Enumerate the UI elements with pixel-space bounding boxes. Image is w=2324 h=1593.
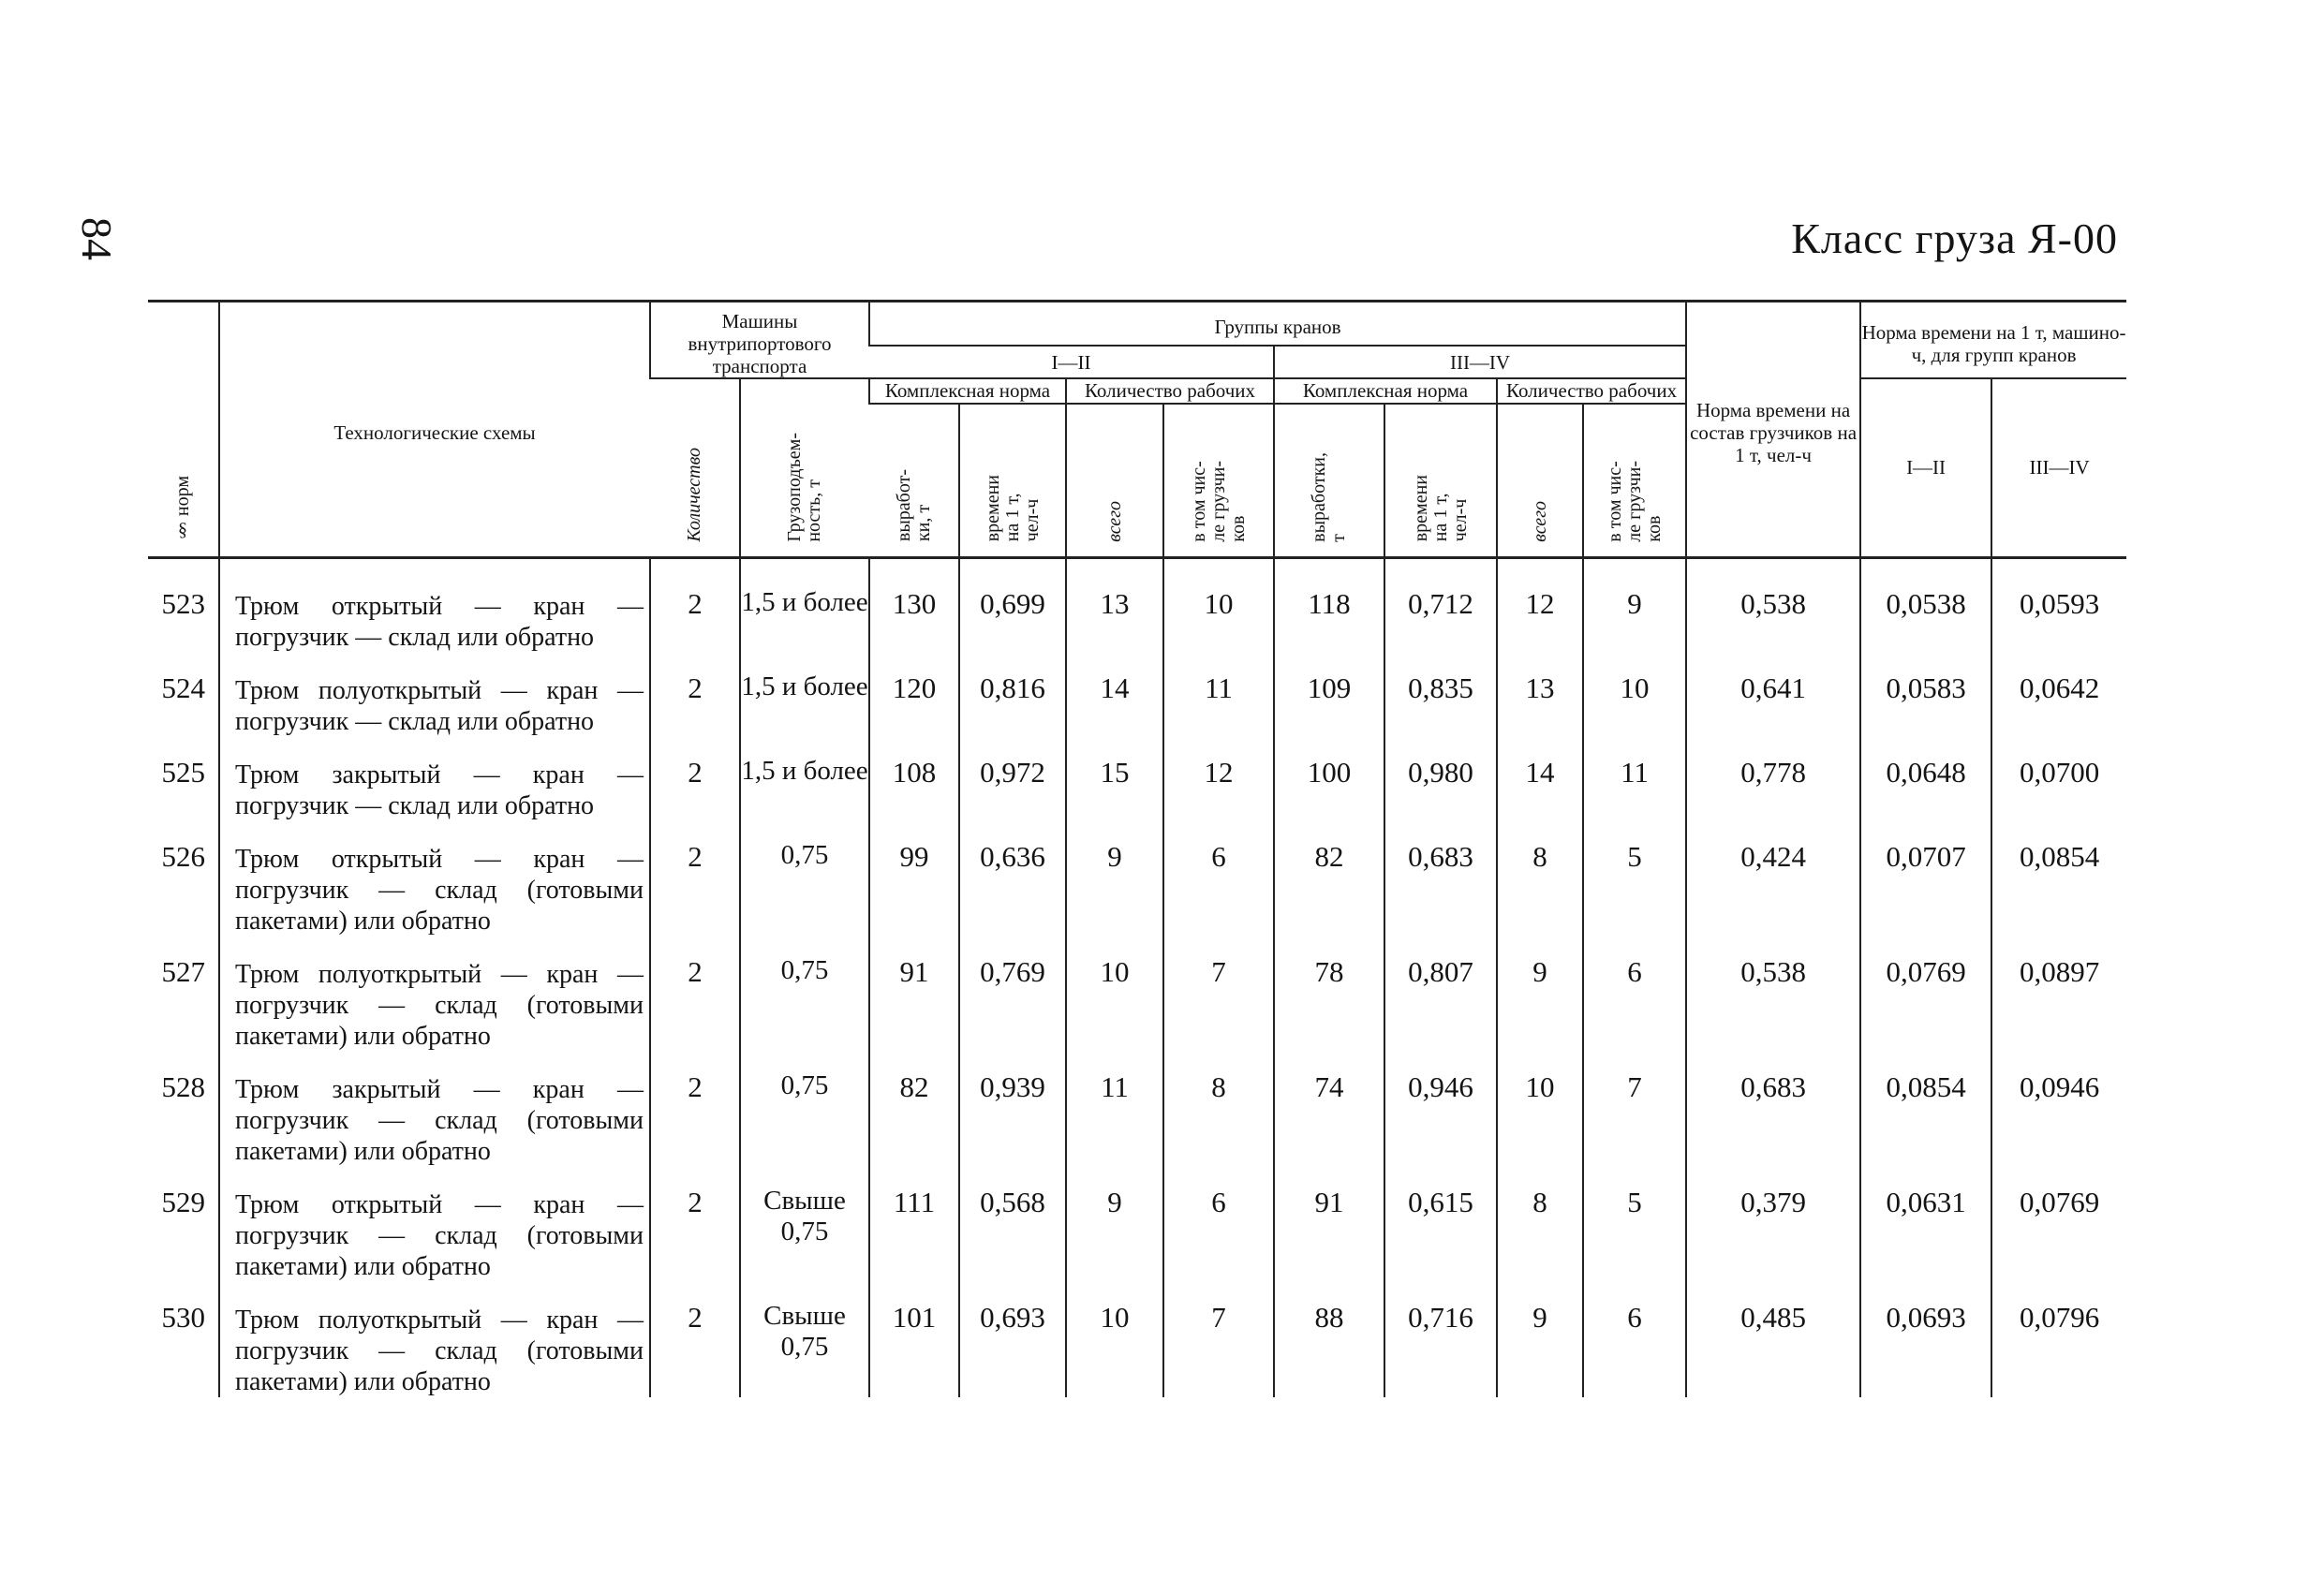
machine-time-3-4: 0,0769	[1991, 1167, 2126, 1282]
time-1-2: 0,939	[959, 1052, 1066, 1167]
loaders-time-norm: 0,683	[1686, 1052, 1860, 1167]
header-output-3-4: выработки, т	[1274, 404, 1384, 558]
time-1-2: 0,972	[959, 737, 1066, 821]
output-1-2: 101	[869, 1282, 959, 1397]
machine-time-1-2: 0,0693	[1860, 1282, 1991, 1397]
time-3-4: 0,712	[1384, 557, 1497, 653]
machine-count: 2	[650, 937, 740, 1052]
machine-time-1-2: 0,0769	[1860, 937, 1991, 1052]
machine-count: 2	[650, 821, 740, 937]
loaders-1-2: 12	[1163, 737, 1274, 821]
loaders-3-4: 9	[1583, 557, 1686, 653]
scheme-text: Трюм полуоткрытый — кран — погрузчик — склад (готовыми пакетами) или обратно	[219, 937, 650, 1052]
machine-capacity: 0,75	[740, 937, 869, 1052]
norm-number: 528	[161, 1069, 205, 1103]
norm-number: 523	[161, 586, 205, 620]
norm-number: 525	[161, 755, 205, 789]
table-row	[148, 1282, 2126, 1397]
scheme-text: Трюм полуоткрытый — кран — погрузчик — склад (готовыми пакетами) или обратно	[219, 1282, 650, 1397]
cargo-class-title: Класс груза Я-00	[1791, 214, 2118, 262]
header-loaders-time-norm: Норма времени на состав грузчиков на 1 т, чел-ч	[1686, 302, 1860, 558]
scheme-text: Трюм закрытый — кран — погрузчик — склад или обратно	[219, 737, 650, 821]
loaders-time-norm: 0,485	[1686, 1282, 1860, 1397]
workers-total-3-4: 8	[1497, 821, 1583, 937]
workers-total-1-2: 10	[1066, 937, 1163, 1052]
table-row	[148, 737, 2126, 821]
header-mt-1-2: I—II	[1860, 378, 1991, 557]
output-1-2: 108	[869, 737, 959, 821]
loaders-3-4: 5	[1583, 1167, 1686, 1282]
machine-time-1-2: 0,0648	[1860, 737, 1991, 821]
output-3-4: 118	[1274, 557, 1384, 653]
table-row	[148, 937, 2126, 1052]
loaders-1-2: 7	[1163, 937, 1274, 1052]
output-3-4: 109	[1274, 653, 1384, 737]
workers-total-3-4: 9	[1497, 1282, 1583, 1397]
scheme-text: Трюм полуоткрытый — кран — погрузчик — склад или обратно	[219, 653, 650, 737]
loaders-time-norm: 0,641	[1686, 653, 1860, 737]
workers-total-1-2: 9	[1066, 821, 1163, 937]
machine-time-1-2: 0,0631	[1860, 1167, 1991, 1282]
loaders-time-norm: 0,778	[1686, 737, 1860, 821]
header-machine-time-norm: Норма времени на 1 т, машино-ч, для групп кранов	[1860, 302, 2126, 379]
output-1-2: 91	[869, 937, 959, 1052]
workers-total-1-2: 10	[1066, 1282, 1163, 1397]
workers-total-1-2: 9	[1066, 1167, 1163, 1282]
time-3-4: 0,980	[1384, 737, 1497, 821]
time-3-4: 0,615	[1384, 1167, 1497, 1282]
time-3-4: 0,807	[1384, 937, 1497, 1052]
time-3-4: 0,683	[1384, 821, 1497, 937]
output-1-2: 82	[869, 1052, 959, 1167]
header-norm-no: § норм	[172, 476, 193, 542]
workers-total-3-4: 9	[1497, 937, 1583, 1052]
norms-table	[148, 300, 2126, 1397]
loaders-1-2: 6	[1163, 1167, 1274, 1282]
machine-capacity: 1,5 и более	[740, 653, 869, 737]
workers-total-1-2: 11	[1066, 1052, 1163, 1167]
loaders-3-4: 11	[1583, 737, 1686, 821]
loaders-3-4: 7	[1583, 1052, 1686, 1167]
header-machines: Машины внутрипортового транспорта	[650, 302, 869, 379]
output-3-4: 88	[1274, 1282, 1384, 1397]
time-1-2: 0,699	[959, 557, 1066, 653]
header-machines-count: Количество	[684, 447, 704, 542]
loaders-1-2: 7	[1163, 1282, 1274, 1397]
loaders-time-norm: 0,379	[1686, 1167, 1860, 1282]
page-number: 84	[73, 217, 121, 260]
time-1-2: 0,769	[959, 937, 1066, 1052]
table-row	[148, 821, 2126, 937]
header-total-1-2: всего	[1066, 404, 1163, 558]
machine-time-3-4: 0,0854	[1991, 821, 2126, 937]
output-1-2: 111	[869, 1167, 959, 1282]
workers-total-1-2: 15	[1066, 737, 1163, 821]
machine-time-3-4: 0,0946	[1991, 1052, 2126, 1167]
scheme-text: Трюм закрытый — кран — погрузчик — склад (готовыми пакетами) или обратно	[219, 1052, 650, 1167]
header-workers-1-2: Количество рабочих	[1066, 378, 1274, 403]
header-machines-capacity: Грузоподъем- ность, т	[740, 378, 869, 557]
workers-total-3-4: 13	[1497, 653, 1583, 737]
workers-total-3-4: 14	[1497, 737, 1583, 821]
header-group-1-2: I—II	[869, 346, 1274, 379]
machine-capacity: 0,75	[740, 821, 869, 937]
header-complex-norm-3-4: Комплексная норма	[1274, 378, 1497, 403]
header-complex-norm-1-2: Комплексная норма	[869, 378, 1066, 403]
loaders-time-norm: 0,538	[1686, 937, 1860, 1052]
machine-time-1-2: 0,0707	[1860, 821, 1991, 937]
header-output-1-2: выработ- ки, т	[893, 469, 934, 542]
norm-number: 530	[161, 1301, 205, 1335]
loaders-1-2: 10	[1163, 557, 1274, 653]
machine-time-1-2: 0,0854	[1860, 1052, 1991, 1167]
workers-total-3-4: 8	[1497, 1167, 1583, 1282]
header-time-1-2: времени на 1 т, чел-ч	[959, 404, 1066, 558]
loaders-time-norm: 0,424	[1686, 821, 1860, 937]
machine-capacity: 1,5 и более	[740, 557, 869, 653]
table-row	[148, 653, 2126, 737]
machine-time-1-2: 0,0583	[1860, 653, 1991, 737]
output-1-2: 130	[869, 557, 959, 653]
norm-number: 526	[161, 839, 205, 873]
header-schemes: Технологические схемы	[219, 302, 650, 558]
header-total-3-4: всего	[1497, 404, 1583, 558]
output-1-2: 99	[869, 821, 959, 937]
machine-time-1-2: 0,0538	[1860, 557, 1991, 653]
header-crane-groups: Группы кранов	[869, 302, 1686, 346]
time-1-2: 0,693	[959, 1282, 1066, 1397]
workers-total-3-4: 10	[1497, 1052, 1583, 1167]
output-3-4: 78	[1274, 937, 1384, 1052]
time-1-2: 0,636	[959, 821, 1066, 937]
loaders-3-4: 6	[1583, 1282, 1686, 1397]
output-3-4: 91	[1274, 1167, 1384, 1282]
workers-total-1-2: 14	[1066, 653, 1163, 737]
machine-time-3-4: 0,0593	[1991, 557, 2126, 653]
output-3-4: 74	[1274, 1052, 1384, 1167]
machine-capacity: Свыше 0,75	[740, 1167, 869, 1282]
output-1-2: 120	[869, 653, 959, 737]
time-3-4: 0,946	[1384, 1052, 1497, 1167]
machine-time-3-4: 0,0642	[1991, 653, 2126, 737]
workers-total-3-4: 12	[1497, 557, 1583, 653]
norm-number: 527	[161, 954, 205, 988]
loaders-1-2: 11	[1163, 653, 1274, 737]
machine-count: 2	[650, 737, 740, 821]
header-group-3-4: III—IV	[1274, 346, 1686, 379]
scheme-text: Трюм открытый — кран — погрузчик — склад (готовыми пакетами) или обратно	[219, 821, 650, 937]
machine-count: 2	[650, 557, 740, 653]
machine-capacity: 1,5 и более	[740, 737, 869, 821]
time-3-4: 0,835	[1384, 653, 1497, 737]
machine-count: 2	[650, 1052, 740, 1167]
time-3-4: 0,716	[1384, 1282, 1497, 1397]
table-row	[148, 1052, 2126, 1167]
output-3-4: 100	[1274, 737, 1384, 821]
machine-capacity: 0,75	[740, 1052, 869, 1167]
machine-time-3-4: 0,0796	[1991, 1282, 2126, 1397]
time-1-2: 0,568	[959, 1167, 1066, 1282]
table-body	[148, 557, 2126, 1397]
workers-total-1-2: 13	[1066, 557, 1163, 653]
header-loaders-1-2: в том чис- ле грузчи- ков	[1163, 404, 1274, 558]
machine-time-3-4: 0,0700	[1991, 737, 2126, 821]
header-loaders-3-4: в том чис- ле грузчи- ков	[1583, 404, 1686, 558]
loaders-3-4: 5	[1583, 821, 1686, 937]
machine-count: 2	[650, 1282, 740, 1397]
loaders-1-2: 8	[1163, 1052, 1274, 1167]
table-row	[148, 1167, 2126, 1282]
scheme-text: Трюм открытый — кран — погрузчик — склад (готовыми пакетами) или обратно	[219, 1167, 650, 1282]
loaders-time-norm: 0,538	[1686, 557, 1860, 653]
loaders-3-4: 6	[1583, 937, 1686, 1052]
norm-number: 524	[161, 671, 205, 704]
time-1-2: 0,816	[959, 653, 1066, 737]
header-time-3-4: времени на 1 т, чел-ч	[1384, 404, 1497, 558]
loaders-3-4: 10	[1583, 653, 1686, 737]
header-workers-3-4: Количество рабочих	[1497, 378, 1686, 403]
scheme-text: Трюм открытый — кран — погрузчик — склад или обратно	[219, 557, 650, 653]
machine-count: 2	[650, 1167, 740, 1282]
loaders-1-2: 6	[1163, 821, 1274, 937]
table-row	[148, 557, 2126, 653]
machine-count: 2	[650, 653, 740, 737]
table-header	[148, 302, 2126, 558]
output-3-4: 82	[1274, 821, 1384, 937]
norm-number: 529	[161, 1186, 205, 1219]
header-mt-3-4: III—IV	[1991, 378, 2126, 557]
machine-capacity: Свыше 0,75	[740, 1282, 869, 1397]
machine-time-3-4: 0,0897	[1991, 937, 2126, 1052]
